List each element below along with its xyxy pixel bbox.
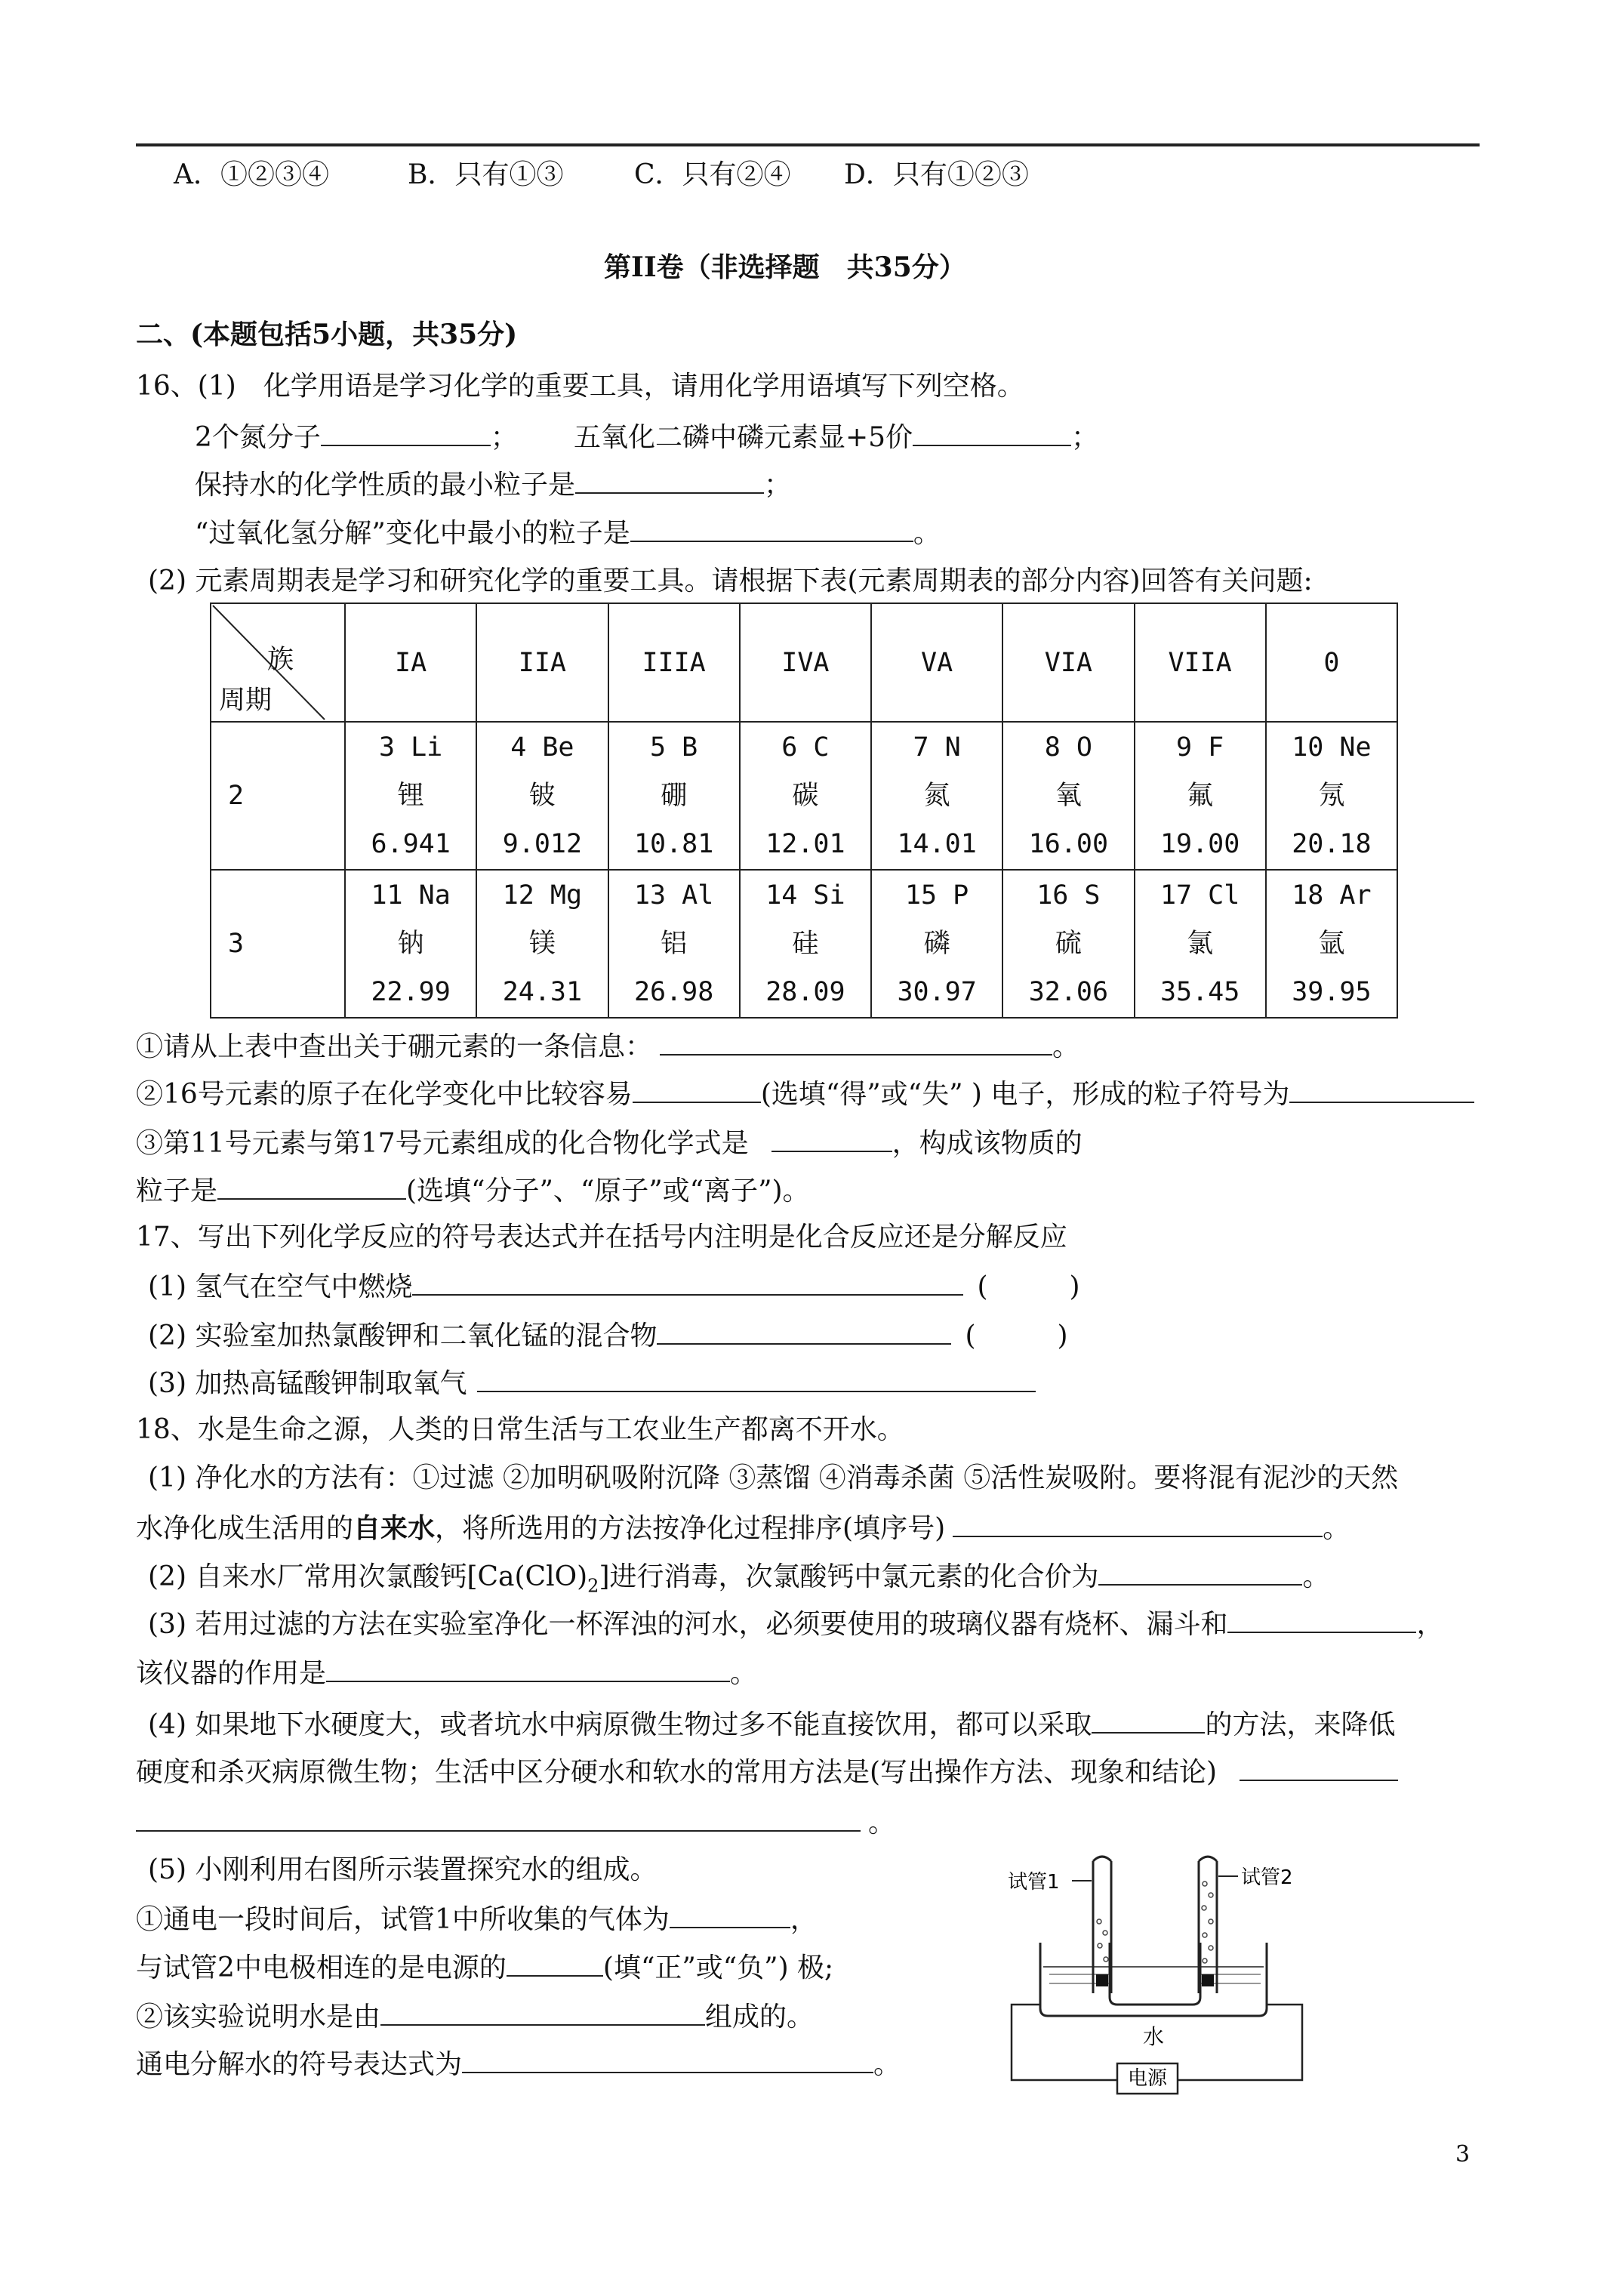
q16-s4b: (选填“分子”、“原子”或“离子”)。 (406, 1176, 810, 1207)
q18-p2c: 。 (1302, 1561, 1330, 1593)
section-title: 第II卷（非选择题 共35分） (604, 251, 966, 283)
q16-line3 (195, 515, 941, 550)
element-mass: 20.18 (1292, 829, 1372, 859)
element-number-symbol: 3 Li (378, 732, 443, 763)
q18-p4b: 的方法，来降低 (1205, 1709, 1396, 1741)
q18-p4-line3 (136, 1804, 895, 1839)
answer-blank[interactable] (412, 1268, 963, 1296)
element-cell (1002, 722, 1134, 870)
q18-p2 (148, 1558, 1330, 1597)
group-header: VIA (1002, 603, 1134, 722)
test-tube-2 (1199, 1857, 1217, 1993)
q16-s2b: (选填“得”或“失” ) 电子，形成的粒子符号为 (760, 1079, 1290, 1111)
q18-p2b: ]进行消毒，次氯酸钙中氯元素的化合价为 (599, 1561, 1099, 1593)
element-number-symbol: 12 Mg (502, 880, 583, 911)
table-row-period-3 (211, 870, 1397, 1018)
group-header: IIA (476, 603, 608, 722)
element-number-symbol: 13 Al (633, 880, 714, 911)
q18-p1b-bold: 自来水 (353, 1512, 436, 1545)
gas-bubbles (1097, 1881, 1213, 1963)
reaction-type-paren[interactable]: ( ) (965, 1321, 1068, 1352)
element-number-symbol: 16 S (1036, 880, 1101, 911)
element-cell (345, 722, 476, 870)
element-mass: 30.97 (897, 977, 977, 1007)
element-mass: 9.012 (502, 829, 583, 859)
q16-line1-right (574, 419, 1098, 454)
q17-intro: 17、写出下列化学反应的符号表达式并在括号内注明是化合反应还是分解反应 (136, 1222, 1067, 1253)
element-mass: 26.98 (633, 977, 714, 1007)
q16-l1c: 五氧化二磷中磷元素显+5价 (574, 422, 913, 454)
element-name: 氮 (923, 781, 950, 811)
table-corner (211, 603, 345, 722)
element-mass: 16.00 (1028, 829, 1109, 859)
element-name: 铝 (661, 929, 688, 959)
element-name: 铍 (528, 781, 556, 811)
q18-p4a: (4) 如果地下水硬度大，或者坑水中病原微生物过多不能直接饮用，都可以采取 (148, 1709, 1092, 1741)
group-header: IVA (740, 603, 871, 722)
q16-sub2 (136, 1076, 1474, 1111)
option-a: A．①②③④ (174, 159, 329, 190)
element-number-symbol: 4 Be (510, 732, 574, 763)
answer-blank[interactable] (462, 2046, 873, 2073)
answer-blank[interactable] (575, 467, 764, 494)
part-heading: 二、(本题包括5小题，共35分) (136, 319, 518, 350)
q17-i1: (1) 氢气在空气中燃烧 (148, 1271, 413, 1303)
q18-p3d: 。 (730, 1658, 758, 1690)
element-name: 氧 (1055, 781, 1082, 811)
header-rule (136, 143, 1480, 146)
q16-part2-intro: (2) 元素周期表是学习和研究化学的重要工具。请根据下表(元素周期表的部分内容)回答有关问题: (148, 566, 1313, 596)
q16-l1d: ； (1071, 422, 1099, 454)
element-cell (608, 722, 740, 870)
q16-l1a: 2个氮分子 (195, 422, 321, 454)
q18-p5b: ， (790, 1904, 818, 1936)
table-row-period-2 (211, 722, 1397, 870)
q16-l3b: 。 (913, 518, 941, 550)
q18-p1-line2 (136, 1510, 1350, 1545)
element-number-symbol: 7 N (913, 732, 961, 763)
q17-i3: (3) 加热高锰酸钾制取氧气 (148, 1368, 467, 1400)
q18-p3c: 该仪器的作用是 (136, 1658, 327, 1690)
q18-p2sub: 2 (587, 1575, 599, 1597)
answer-blank[interactable] (507, 1949, 603, 1977)
element-mass: 39.95 (1292, 977, 1372, 1007)
q18-p3a: (3) 若用过滤的方法在实验室净化一杯浑浊的河水，必须要使用的玻璃仪器有烧杯、漏斗和 (148, 1609, 1228, 1641)
q18-p4c: 硬度和杀灭病原微生物；生活中区分硬水和软水的常用方法是(写出操作方法、现象和结论) (136, 1757, 1218, 1789)
q18-p1-line1: (1) 净化水的方法有：①过滤 ②加明矾吸附沉降 ③蒸馏 ④消毒杀菌 ⑤活性炭吸附。要将混有泥沙的天然 (148, 1462, 1399, 1493)
answer-blank[interactable] (660, 1028, 1052, 1056)
q16-s3b: ，构成该物质的 (892, 1128, 1083, 1160)
power-label: 电源 (1127, 2067, 1168, 2090)
q18-p5-intro: (5) 小刚利用右图所示装置探究水的组成。 (148, 1854, 658, 1885)
q18-p5f: 组成的。 (705, 2002, 815, 2033)
answer-blank[interactable] (477, 1365, 1036, 1392)
q17-item1 (148, 1268, 1080, 1303)
q16-l2a: 保持水的化学性质的最小粒子是 (195, 470, 576, 501)
q17-i2: (2) 实验室加热氯酸钾和二氧化锰的混合物 (148, 1321, 658, 1352)
q16-l3a: “过氧化氢分解”变化中最小的粒子是 (195, 518, 630, 550)
element-cell (476, 870, 608, 1018)
element-cell (740, 870, 871, 1018)
element-mass: 32.06 (1028, 977, 1109, 1007)
element-number-symbol: 10 Ne (1292, 732, 1372, 763)
answer-blank[interactable] (1289, 1076, 1474, 1103)
tube2-label: 试管2 (1241, 1866, 1293, 1889)
element-name: 氯 (1187, 929, 1214, 959)
q18-p1c: ，将所选用的方法按净化过程排序(填序号) (435, 1513, 946, 1545)
answer-blank[interactable] (953, 1510, 1323, 1537)
element-mass: 24.31 (502, 977, 583, 1007)
element-mass: 35.45 (1160, 977, 1240, 1007)
q17-item2 (148, 1318, 1068, 1352)
answer-blank[interactable] (1240, 1754, 1398, 1781)
element-cell (871, 870, 1002, 1018)
element-number-symbol: 6 C (781, 732, 830, 763)
q16-line1 (195, 419, 518, 454)
q16-sub1 (136, 1028, 1079, 1063)
answer-blank[interactable] (217, 1173, 406, 1200)
element-cell (1266, 870, 1397, 1018)
q18-p3-line2 (136, 1655, 757, 1690)
q16-s1a: ①请从上表中查出关于硼元素的一条信息： (136, 1031, 653, 1063)
element-mass: 12.01 (765, 829, 845, 859)
element-name: 硅 (792, 929, 819, 959)
q16-l2b: ； (764, 470, 792, 501)
answer-blank[interactable] (913, 419, 1071, 446)
q18-p1b: 水净化成生活用的 (136, 1513, 354, 1545)
element-number-symbol: 11 Na (371, 880, 451, 911)
tube1-label: 试管1 (1008, 1871, 1060, 1894)
q18-p4-line1 (148, 1706, 1395, 1741)
answer-blank[interactable] (1092, 1706, 1205, 1734)
element-cell (740, 722, 871, 870)
q18-p5g: 通电分解水的符号表达式为 (136, 2049, 463, 2081)
element-name: 镁 (528, 929, 556, 959)
answer-blank[interactable] (633, 1076, 761, 1103)
q18-p3-line1 (148, 1606, 1443, 1641)
answer-blank[interactable] (321, 419, 491, 446)
element-number-symbol: 14 Si (765, 880, 845, 911)
answer-blank[interactable] (657, 1318, 951, 1345)
q18-p5a: ①通电一段时间后，试管1中所收集的气体为 (136, 1904, 670, 1936)
q18-p5-line4 (136, 2046, 901, 2081)
option-c: C．只有②④ (634, 159, 791, 190)
element-name: 氩 (1318, 929, 1345, 959)
answer-blank[interactable] (630, 515, 913, 542)
period-label: 3 (211, 870, 345, 1018)
corner-period-label: 周期 (219, 686, 273, 716)
q18-p5d: (填“正”或“负”) 极; (602, 1952, 834, 1984)
q18-p5h: 。 (873, 2049, 901, 2081)
element-cell (1135, 722, 1266, 870)
page-number: 3 (1455, 2141, 1471, 2168)
q18-intro: 18、水是生命之源，人类的日常生活与工农业生产都离不开水。 (136, 1414, 904, 1445)
group-header: VIIA (1135, 603, 1266, 722)
q17-item3 (148, 1365, 1036, 1400)
electrode-2 (1202, 1974, 1214, 1986)
option-b: B．只有①③ (408, 159, 564, 190)
answer-blank[interactable] (771, 1125, 892, 1152)
element-mass: 14.01 (897, 829, 977, 859)
element-name: 磷 (923, 929, 950, 959)
element-number-symbol: 9 F (1176, 732, 1224, 763)
q16-s4a: 粒子是 (136, 1176, 218, 1207)
q16-l1b: ； (490, 422, 518, 454)
element-mass: 22.99 (371, 977, 451, 1007)
element-number-symbol: 17 Cl (1160, 880, 1240, 911)
element-number-symbol: 5 B (650, 732, 698, 763)
element-cell (1002, 870, 1134, 1018)
q16-s2a: ②16号元素的原子在化学变化中比较容易 (136, 1079, 633, 1111)
element-mass: 28.09 (765, 977, 845, 1007)
table-header-row (211, 603, 1397, 722)
answer-blank[interactable] (326, 1655, 730, 1682)
q18-p5c: 与试管2中电极相连的是电源的 (136, 1952, 507, 1984)
element-number-symbol: 15 P (904, 880, 969, 911)
group-header: IIIA (608, 603, 740, 722)
answer-blank[interactable] (1227, 1606, 1416, 1633)
periodic-table (210, 603, 1398, 1019)
element-cell (871, 722, 1002, 870)
answer-blank[interactable] (380, 1999, 705, 2026)
q18-p3b: ， (1416, 1609, 1444, 1641)
group-header: 0 (1266, 603, 1397, 722)
element-number-symbol: 18 Ar (1292, 880, 1372, 911)
q18-p4-line2 (136, 1754, 1398, 1789)
corner-group-label: 族 (267, 645, 294, 675)
q16-sub4 (136, 1173, 810, 1207)
reaction-type-paren[interactable]: ( ) (977, 1271, 1080, 1303)
element-name: 氖 (1318, 781, 1345, 811)
q18-p2a: (2) 自来水厂常用次氯酸钙[Ca(ClO) (148, 1561, 588, 1593)
q18-p4d: 。 (868, 1808, 896, 1839)
electrode-1 (1096, 1974, 1108, 1986)
element-cell (608, 870, 740, 1018)
element-cell (476, 722, 608, 870)
option-d: D．只有①②③ (844, 159, 1029, 190)
element-mass: 19.00 (1160, 829, 1240, 859)
period-label: 2 (211, 722, 345, 870)
test-tube-1 (1093, 1857, 1111, 1993)
q18-p5-line2 (136, 1949, 833, 1984)
element-name: 硼 (661, 781, 688, 811)
electrolysis-apparatus-figure (1004, 1854, 1321, 2095)
element-name: 氟 (1187, 781, 1214, 811)
q18-p5-line1 (136, 1901, 818, 1936)
q16-s3a: ③第11号元素与第17号元素组成的化合物化学式是 (136, 1128, 749, 1160)
answer-blank[interactable] (136, 1804, 861, 1832)
q16-part1-intro: 16、(1) 化学用语是学习化学的重要工具，请用化学用语填写下列空格。 (136, 371, 1024, 402)
element-name: 钠 (397, 929, 424, 959)
q16-s1b: 。 (1052, 1031, 1080, 1063)
element-cell (1135, 870, 1266, 1018)
answer-blank[interactable] (1098, 1558, 1302, 1586)
q16-line2 (195, 467, 791, 501)
water-label: 水 (1142, 2024, 1165, 2049)
group-header: IA (345, 603, 476, 722)
element-cell (345, 870, 476, 1018)
element-name: 硫 (1055, 929, 1082, 959)
q18-p1d: 。 (1323, 1513, 1350, 1545)
element-number-symbol: 8 O (1044, 732, 1092, 763)
element-name: 锂 (397, 781, 424, 811)
answer-blank[interactable] (670, 1901, 790, 1928)
q18-p5e: ②该实验说明水是由 (136, 2002, 381, 2033)
q18-p5-line3 (136, 1999, 814, 2033)
element-mass: 10.81 (633, 829, 714, 859)
element-cell (1266, 722, 1397, 870)
group-header: VA (871, 603, 1002, 722)
element-mass: 6.941 (371, 829, 451, 859)
q16-sub3 (136, 1125, 1083, 1160)
element-name: 碳 (792, 781, 819, 811)
